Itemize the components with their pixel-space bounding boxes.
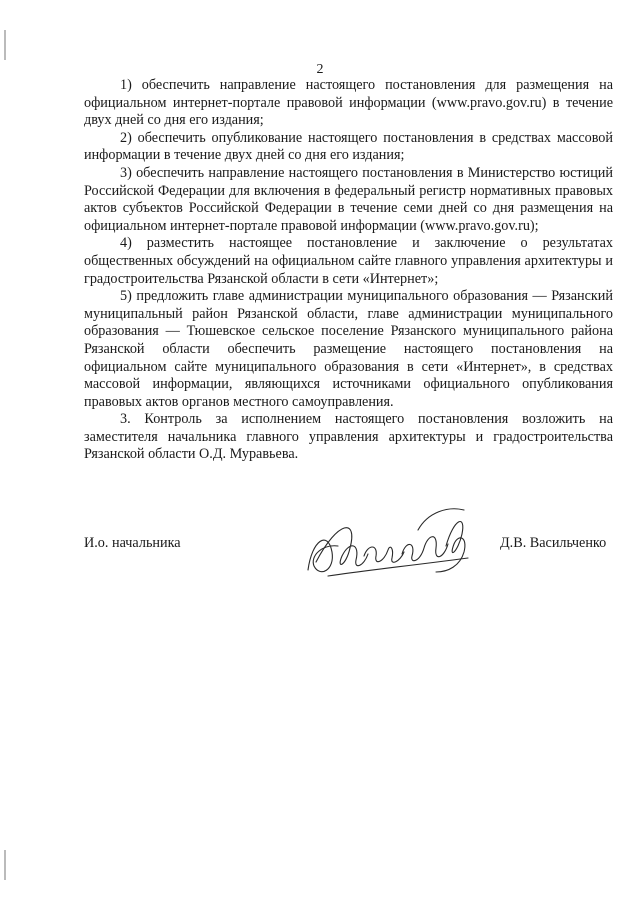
paragraph-item-4: 4) разместить настоящее постановление и заключение о результатах общественных обсуждений на официальном сайте главного управления архитектуры и градостроительства Рязанской области в сети «Интернет»;	[84, 235, 613, 287]
paragraph-item-5: 5) предложить главе администрации муниципального образования — Рязанский муниципальный район Рязанской области, главе администрации муниципального образования — Тюшевское сельское поселение Рязанского муниципального района Рязанской области обеспечить размещение настоящего постановления на официальном сайте муниципального образования в сети «Интернет», в средствах массовой информации, являющихся источниками официального опубликования правовых актов органов местного самоуправления.	[84, 288, 613, 410]
document-body	[84, 77, 613, 464]
paragraph-item-3: 3) обеспечить направление настоящего постановления в Министерство юстиций Российской Федерации для включения в федеральный регистр нормативных правовых актов субъектов Российской Федерации в течение семи дней со дня размещения на официальном интернет-портале правовой информации (www.pravo.gov.ru);	[84, 164, 613, 234]
scan-margin-mark	[4, 30, 6, 60]
paragraph-control-clause: 3. Контроль за исполнением настоящего постановления возложить на заместителя начальника главного управления архитектуры и градостроительства Рязанской области О.Д. Муравьева.	[84, 411, 613, 463]
page-number: 2	[316, 62, 324, 77]
signatory-name: Д.В. Васильченко	[500, 535, 607, 551]
signatory-role: И.о. начальника	[84, 535, 181, 551]
scan-margin-mark	[4, 850, 6, 880]
handwritten-signature	[298, 500, 478, 590]
paragraph-item-1: 1) обеспечить направление настоящего постановления для размещения на официальном интернет-портале правовой информации (www.pravo.gov.ru) в течение двух дней со дня его издания;	[84, 77, 613, 129]
paragraph-item-2: 2) обеспечить опубликование настоящего постановления в средствах массовой информации в течение двух дней со дня его издания;	[84, 129, 613, 164]
